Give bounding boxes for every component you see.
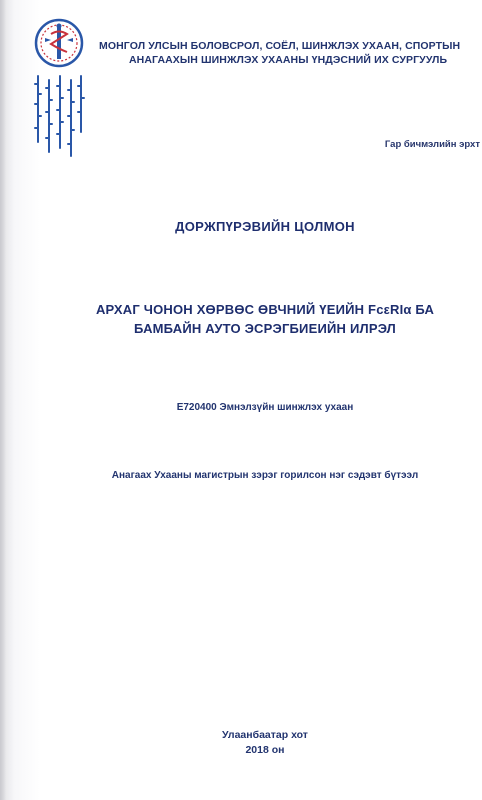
university-name-line2: АНАГААХЫН ШИНЖЛЭХ УХААНЫ ҮНДЭСНИЙ ИХ СУРГУУЛЬ	[129, 54, 448, 66]
page-edge-shadow	[0, 0, 6, 800]
degree-statement: Анагаах Ухааны магистрын зэрэг горилсон нэг сэдэвт бүтээл	[111, 470, 419, 481]
thesis-title-line2: БАМБАЙН АУТО ЭСРЭГБИЕИЙН ИЛРЭЛ	[134, 321, 396, 336]
specialty-code: E720400 Эмнэлзүйн шинжлэх ухаан	[176, 402, 354, 413]
thesis-title-line1: АРХАГ ЧОНОН ХӨРВӨС ӨВЧНИЙ ҮЕИЙН FcεRIα БА	[95, 302, 435, 317]
mongolian-script-emblem-icon	[30, 72, 86, 162]
thesis-title	[0, 300, 482, 338]
university-name-line1: МОНГОЛ УЛСЫН БОЛОВСРОЛ, СОЁЛ, ШИНЖЛЭХ УХААН, СПОРТЫН	[99, 40, 461, 52]
city: Улаанбаатар хот	[222, 729, 308, 741]
university-logo-icon	[34, 18, 84, 68]
author-name: ДОРЖПҮРЭВИЙН ЦОЛМОН	[175, 219, 355, 234]
manuscript-rights-notice: Гар бичмэлийн эрхт	[384, 139, 480, 150]
year: 2018 он	[245, 744, 285, 756]
